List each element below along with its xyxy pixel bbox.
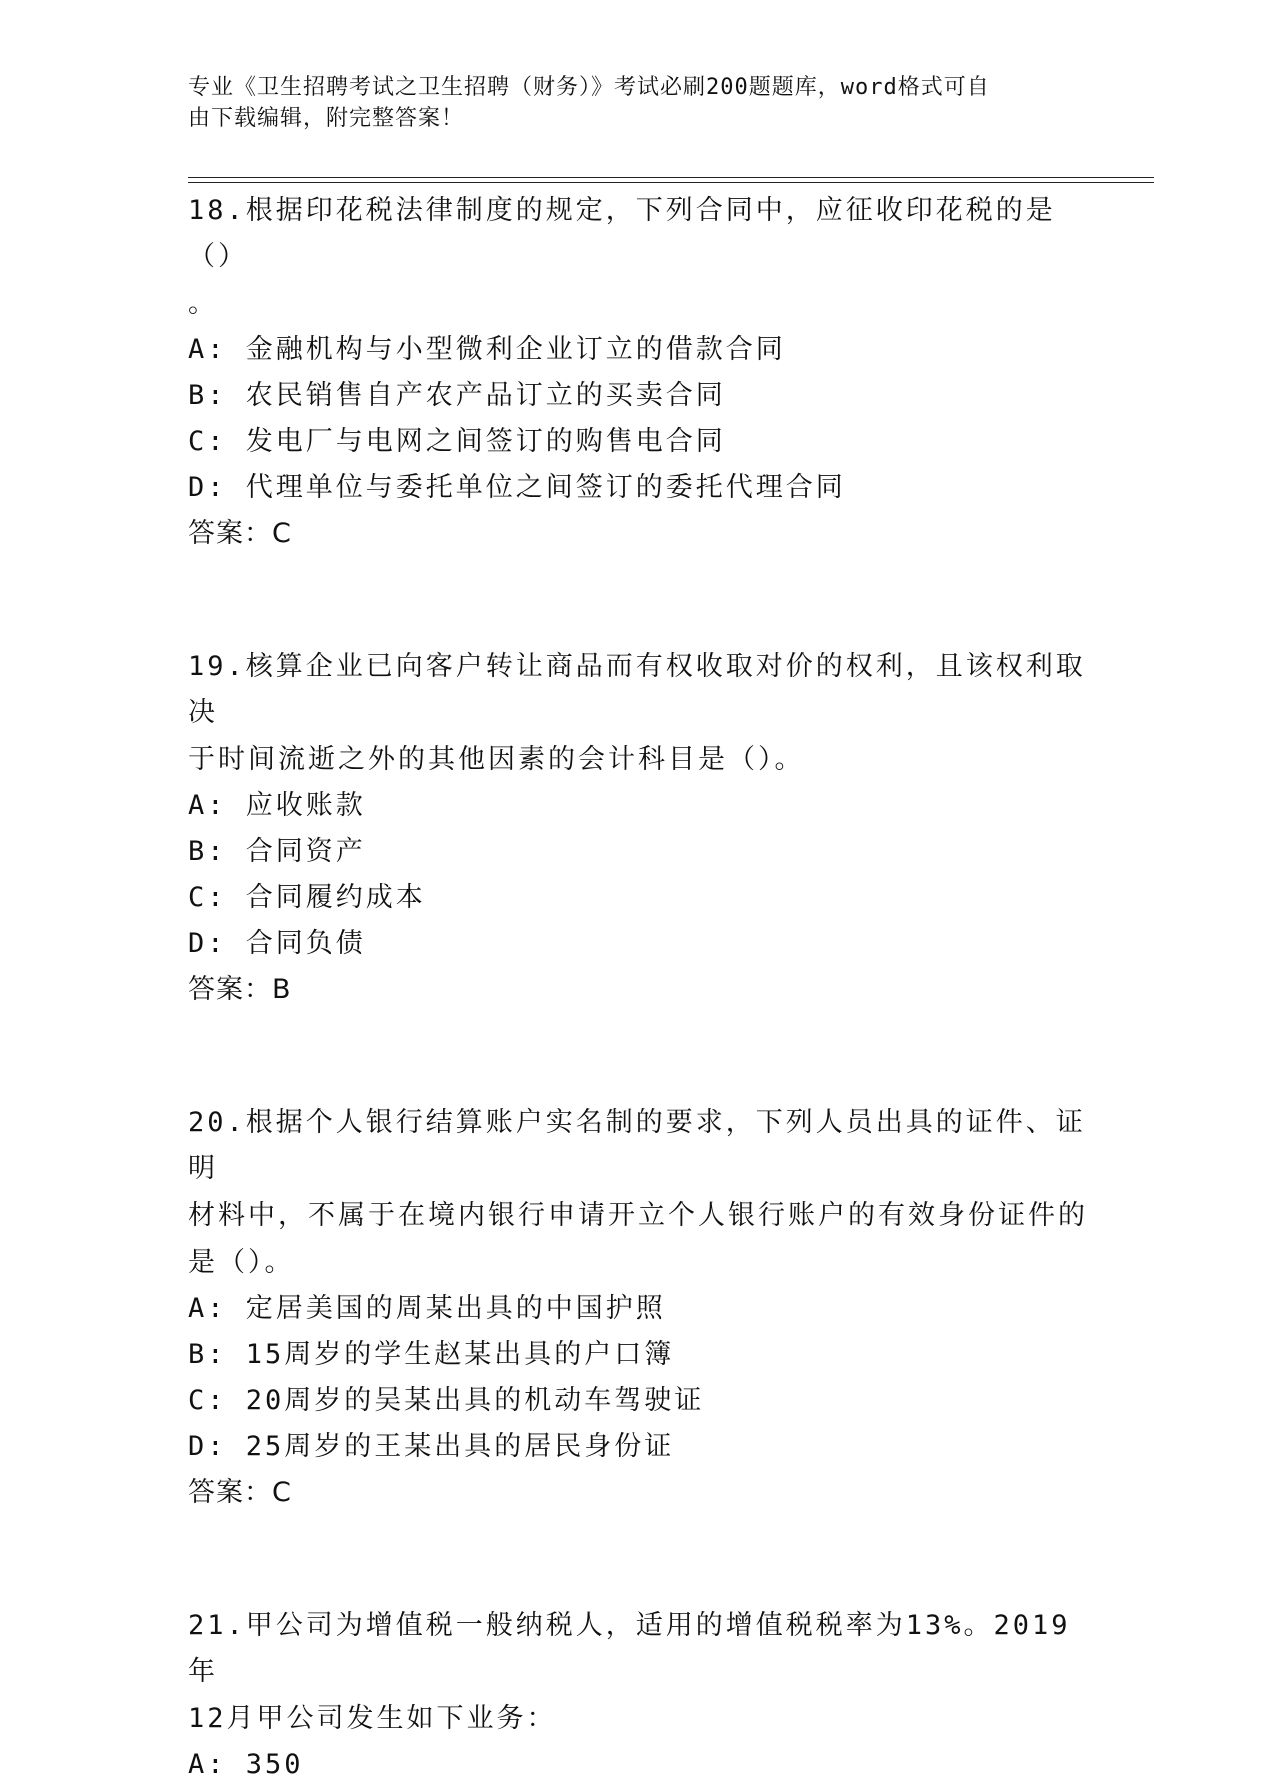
question-stem-line: 于时间流逝之外的其他因素的会计科目是（）。: [188, 744, 805, 775]
question-list: [188, 187, 1088, 1788]
answer-line: 答案：C: [188, 1477, 292, 1508]
document-header: [188, 72, 1068, 134]
option-d: D: 合同负债: [188, 928, 366, 959]
question-stem-line: 20.根据个人银行结算账户实名制的要求，下列人员出具的证件、证明: [188, 1107, 1086, 1184]
question-18: [188, 187, 1088, 557]
header-divider-bottom: [188, 182, 1154, 183]
option-a: A: 应收账款: [188, 790, 366, 821]
question-stem-line: 。: [188, 288, 218, 319]
question-stem-line: 12月甲公司发生如下业务：: [188, 1703, 557, 1734]
option-c: C: 发电厂与电网之间签订的购售电合同: [188, 426, 726, 457]
question-stem-line: 21.甲公司为增值税一般纳税人，适用的增值税税率为13%。2019年: [188, 1610, 1071, 1687]
question-stem-line: 18.根据印花税法律制度的规定，下列合同中，应征收印花税的是（）: [188, 195, 1056, 272]
question-spacer: [188, 557, 1088, 643]
option-d: D: 25周岁的王某出具的居民身份证: [188, 1431, 675, 1462]
option-b: B: 15周岁的学生赵某出具的户口簿: [188, 1339, 675, 1370]
question-21: [188, 1602, 1088, 1788]
option-b: B: 农民销售自产农产品订立的买卖合同: [188, 380, 726, 411]
question-stem-line: 19.核算企业已向客户转让商品而有权收取对价的权利，且该权利取决: [188, 651, 1086, 728]
option-b: B: 合同资产: [188, 836, 366, 867]
option-a: A: 350: [188, 1749, 304, 1780]
question-spacer: [188, 1516, 1088, 1602]
header-line-2: 由下载编辑，附完整答案！: [188, 106, 465, 131]
option-c: C: 合同履约成本: [188, 882, 426, 913]
answer-line: 答案：C: [188, 518, 292, 549]
question-19: [188, 643, 1088, 1013]
answer-line: 答案：B: [188, 974, 292, 1005]
header-divider-top: [188, 177, 1154, 178]
question-20: [188, 1099, 1088, 1516]
question-stem-line: 是（）。: [188, 1247, 295, 1278]
header-line-1: 专业《卫生招聘考试之卫生招聘（财务）》考试必刷200题题库，word格式可自: [188, 75, 990, 100]
option-a: A: 定居美国的周某出具的中国护照: [188, 1293, 666, 1324]
option-a: A: 金融机构与小型微利企业订立的借款合同: [188, 334, 786, 365]
question-stem-line: 材料中，不属于在境内银行申请开立个人银行账户的有效身份证件的: [188, 1200, 1088, 1231]
option-d: D: 代理单位与委托单位之间签订的委托代理合同: [188, 472, 846, 503]
question-spacer: [188, 1013, 1088, 1099]
option-c: C: 20周岁的吴某出具的机动车驾驶证: [188, 1385, 705, 1416]
